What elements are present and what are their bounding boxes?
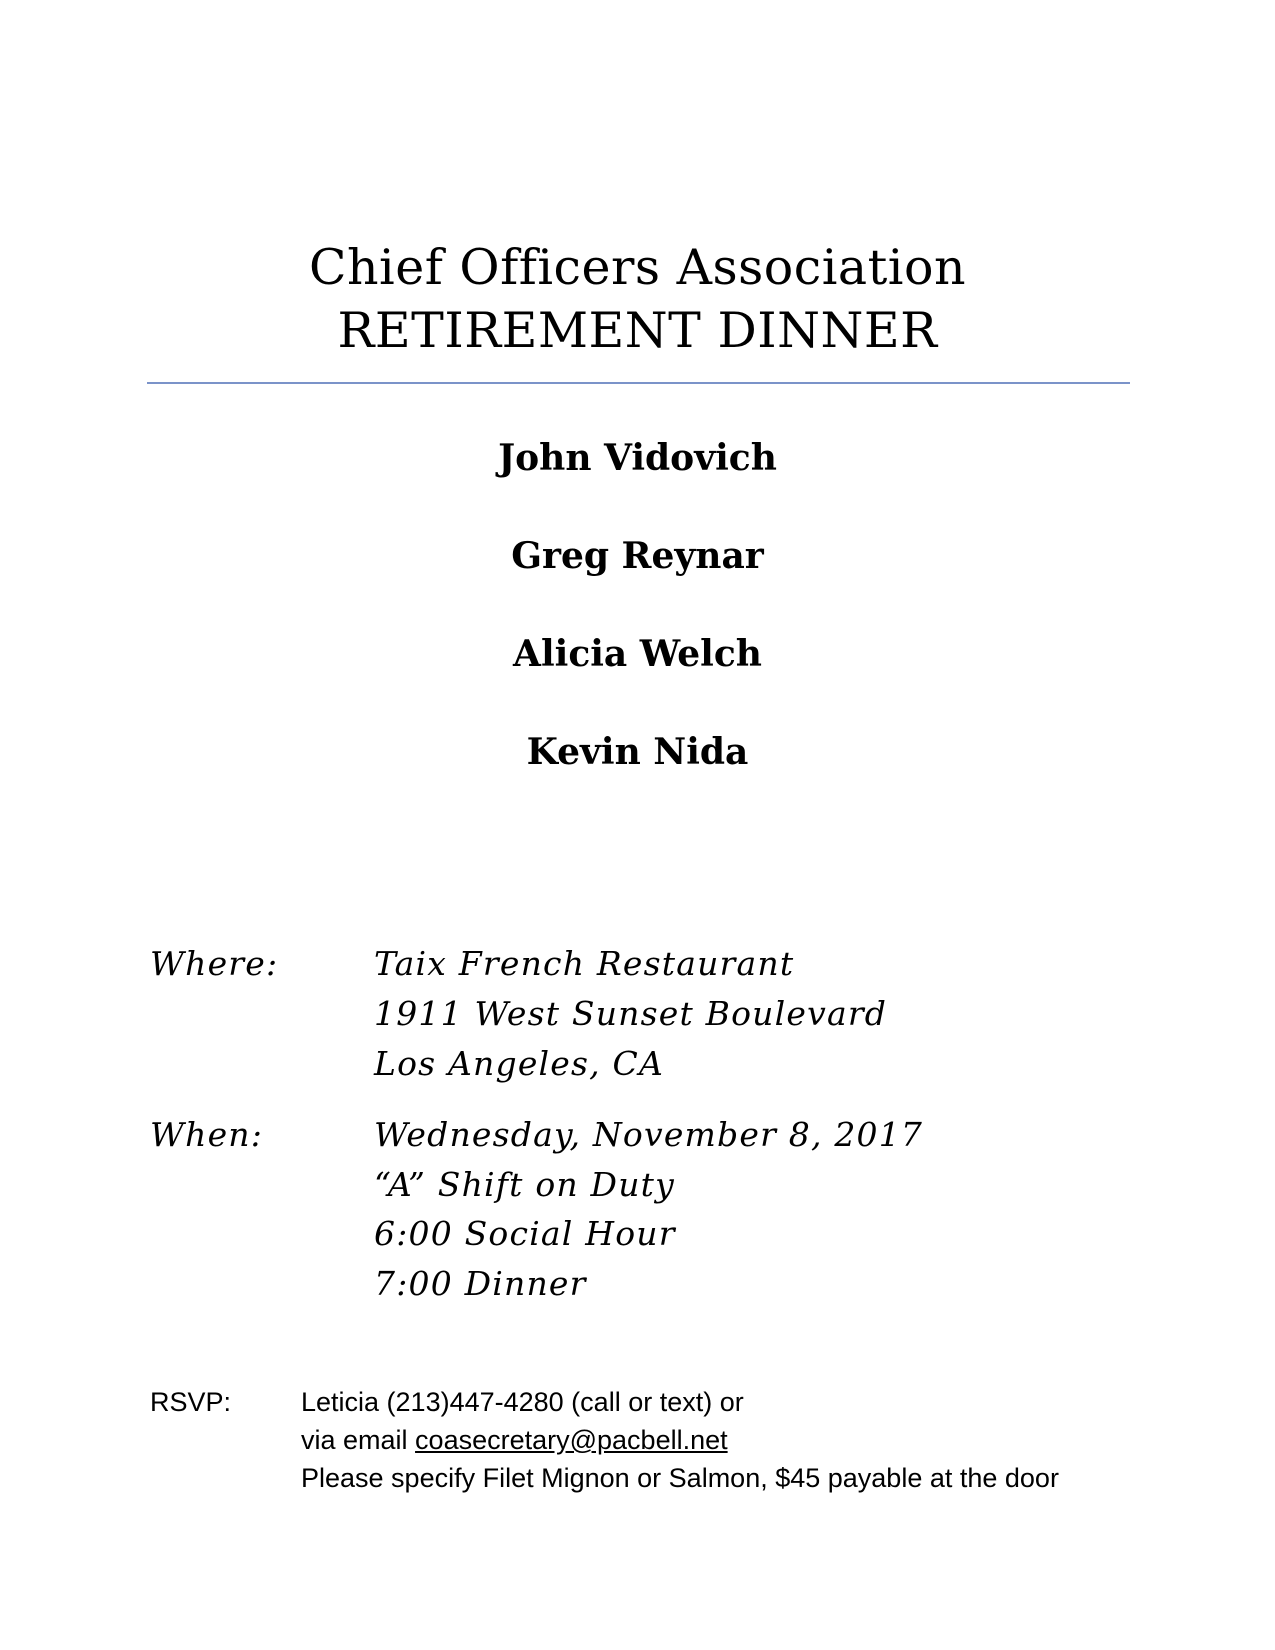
rsvp-contact: Leticia (213)447-4280 (call or text) or [301, 1387, 744, 1417]
document-title [0, 236, 1275, 362]
venue-name: Taix French Restaurant [374, 944, 795, 983]
rsvp-meal-note: Please specify Filet Mignon or Salmon, $45 payable at the door [301, 1463, 1059, 1493]
rsvp-label: RSVP: [150, 1387, 232, 1417]
title-divider [147, 382, 1130, 384]
honoree-name: Kevin Nida [526, 731, 749, 773]
honoree-name: John Vidovich [498, 437, 777, 479]
where-label: Where: [150, 944, 279, 983]
rsvp-email-link[interactable]: coasecretary@pacbell.net [415, 1425, 728, 1455]
venue-city: Los Angeles, CA [374, 1044, 665, 1083]
shift-on-duty: “A” Shift on Duty [374, 1165, 675, 1204]
dinner-time: 7:00 Dinner [374, 1264, 587, 1303]
when-label: When: [150, 1115, 264, 1154]
event-date: Wednesday, November 8, 2017 [374, 1115, 924, 1154]
social-hour-time: 6:00 Social Hour [374, 1214, 676, 1253]
rsvp-email-line [301, 1424, 728, 1456]
association-name: Chief Officers Association [308, 239, 967, 296]
honoree-name: Greg Reynar [511, 535, 764, 577]
venue-street: 1911 West Sunset Boulevard [374, 994, 888, 1033]
honoree-name: Alicia Welch [513, 633, 762, 675]
event-name: RETIREMENT DINNER [337, 302, 938, 359]
rsvp-email-prefix: via email [301, 1425, 416, 1455]
